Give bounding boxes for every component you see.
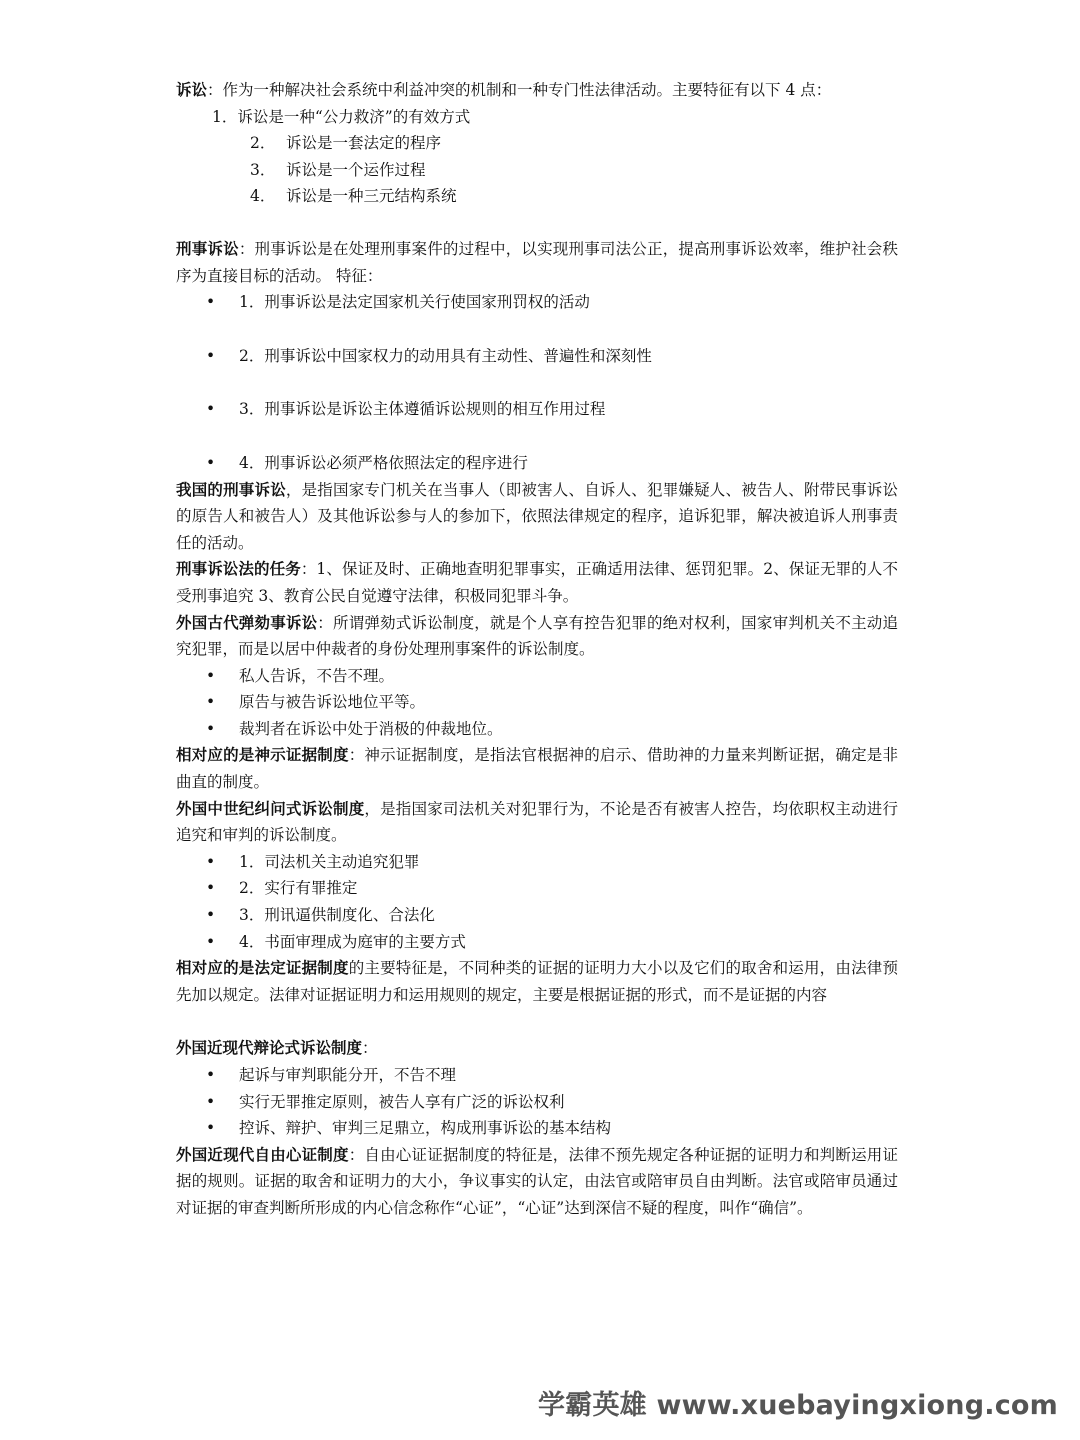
bullet-icon: • [206,1066,216,1084]
bullet-icon: • [206,852,216,871]
spacer [176,1008,898,1035]
paragraph-text: ： [362,1039,378,1058]
tanhe-list [176,663,898,743]
list-item: • 4．书面审理成为庭审的主要方式 [176,929,898,956]
list-item: • 3．刑讯逼供制度化、合法化 [176,902,898,929]
bullet-icon: • [206,293,216,312]
paragraph-text: ：所谓弹劾式诉讼制度，就是个人享有控告犯罪的绝对权利，国家审判机关不主动追究犯罪，而是以居中仲裁者的身份处理刑事案件的诉讼制度。 [176,613,898,659]
list-item: 4． 诉讼是一种三元结构系统 [250,187,457,206]
bullet-icon: • [206,400,216,419]
list-item: • 1．刑事诉讼是法定国家机关行使国家刑罚权的活动 [176,289,898,316]
list-item: • 私人告诉，不告不理。 [176,663,898,690]
list-item: • 2．实行有罪推定 [176,875,898,902]
document-body [176,77,898,1222]
bullet-icon: • [206,1119,216,1138]
term-heading: 诉讼 [176,80,208,99]
spacer [176,369,898,396]
bullet-icon: • [206,453,216,472]
spacer [176,423,898,450]
term-heading: 外国古代弹劾事诉讼 [176,612,318,632]
list-item: • 实行无罪推定原则，被告人享有广泛的诉讼权利 [176,1089,898,1116]
paragraph-text: ：自由心证证据制度的特征是，法律不预先规定各种证据的证明力和判断运用证据的规则。证据的取舍和证明力的大小，争议事实的认定，由法官或陪审员自由判断。法官或陪审员通过对证据的审查判断所形成的内心信念称作“心证”，“心证”达到深信不疑的程度，叫作“确信”。 [176,1145,898,1217]
bullet-icon: • [206,346,216,365]
list-item: • 4．刑事诉讼必须严格依照法定的程序进行 [176,450,898,477]
spacer [176,210,898,236]
list-item: • 起诉与审判职能分开，不告不理 [176,1062,898,1089]
paragraph-xingshi [176,236,898,289]
paragraph-jiuwen [176,796,898,849]
list-item: 1．诉讼是一种“公力救济”的有效方式 [212,107,471,126]
list-item: 2． 诉讼是一套法定的程序 [250,134,442,153]
list-item: • 3．刑事诉讼是诉讼主体遵循诉讼规则的相互作用过程 [176,396,898,423]
paragraph-text: ，是指国家司法机关对犯罪行为，不论是否有被害人控告，均依职权主动进行追究和审判的诉讼制度。 [176,799,898,845]
paragraph-text: ：1、保证及时、正确地查明犯罪事实，正确适用法律、惩罚犯罪。2、保证无罪的人不受刑事追究 3、教育公民自觉遵守法律，积极同犯罪斗争。 [176,560,898,605]
term-heading: 刑事诉讼 [176,238,239,258]
spacer [176,316,898,343]
paragraph-susong [176,77,898,104]
bullet-icon: • [206,879,216,898]
paragraph-tanhe [176,610,898,663]
site-watermark: 学霸英雄 www.xuebayingxiong.com [538,1390,1058,1421]
xingshi-list [176,289,898,476]
list-item: • 2．刑事诉讼中国家权力的动用具有主动性、普遍性和深刻性 [176,343,898,370]
paragraph-fading [176,955,898,1008]
bullet-icon: • [206,666,216,685]
list-item: • 1．司法机关主动追究犯罪 [176,849,898,876]
paragraph-bianlun [176,1035,898,1062]
bullet-icon: • [206,719,216,738]
term-heading: 外国近现代辩论式诉讼制度 [176,1038,363,1058]
list-item: • 原告与被告诉讼地位平等。 [176,689,898,716]
paragraph-text: ：刑事诉讼是在处理刑事案件的过程中，以实现刑事司法公正，提高刑事诉讼效率，维护社会秩序为直接目标的活动。 特征： [176,239,898,285]
jiuwen-list [176,849,898,955]
list-item: • 裁判者在诉讼中处于消极的仲裁地位。 [176,716,898,743]
paragraph-text: ：作为一种解决社会系统中利益冲突的机制和一种专门性法律活动。主要特征有以下 4 点： [207,81,832,99]
term-heading: 刑事诉讼法的任务 [176,559,301,579]
paragraph-text: ，是指国家专门机关在当事人（即被害人、自诉人、犯罪嫌疑人、被告人、附带民事诉讼的原告人和被告人）及其他诉讼参与人的参加下，依照法律规定的程序，追诉犯罪，解决被追诉人刑事责任的活动。 [176,480,898,552]
list-item: • 控诉、辩护、审判三足鼎立，构成刑事诉讼的基本结构 [176,1115,898,1142]
bullet-icon: • [206,906,216,925]
bullet-icon: • [206,932,216,951]
paragraph-text: ：神示证据制度，是指法官根据神的启示、借助神的力量来判断证据，确定是非曲直的制度。 [176,746,898,792]
term-heading: 外国中世纪纠问式诉讼制度 [176,798,365,818]
term-heading: 我国的刑事诉讼 [176,479,286,499]
paragraph-text: 的主要特征是，不同种类的证据的证明力大小以及它们的取舍和运用，由法律预先加以规定。法律对证据证明力和运用规则的规定，主要是根据证据的形式，而不是证据的内容 [176,959,898,1004]
term-heading: 外国近现代自由心证制度 [176,1144,349,1164]
term-heading: 相对应的是法定证据制度 [176,958,349,978]
term-heading: 相对应的是神示证据制度 [176,745,349,765]
paragraph-renwu [176,556,898,609]
bianlun-list [176,1062,898,1142]
susong-list [176,104,898,210]
paragraph-woguo [176,477,898,557]
bullet-icon: • [206,693,216,712]
bullet-icon: • [206,1092,216,1111]
paragraph-xinzheng [176,1142,898,1222]
paragraph-shenshi [176,742,898,795]
list-item: 3． 诉讼是一个运作过程 [250,160,426,179]
